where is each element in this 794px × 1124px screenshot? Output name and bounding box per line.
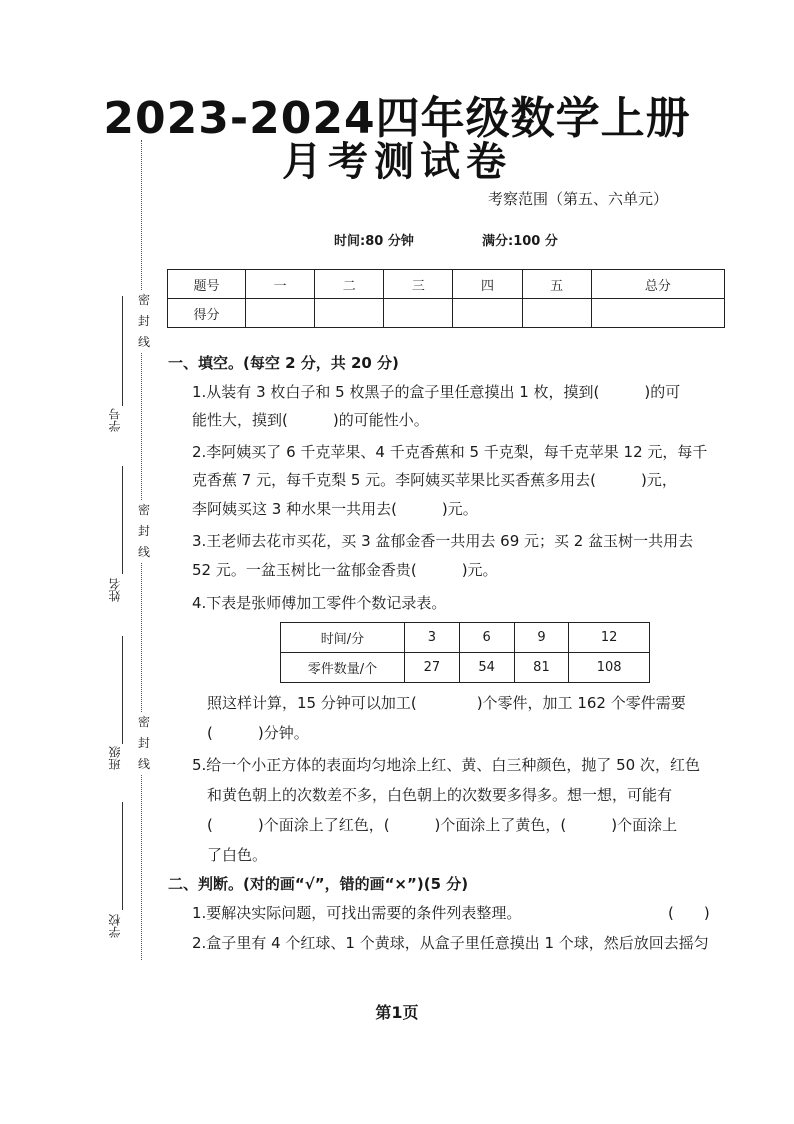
parts-cell: 9 bbox=[514, 623, 569, 653]
parts-cell: 时间/分 bbox=[281, 623, 405, 653]
q2-line1: 2.李阿姨买了 6 千克苹果、4 千克香蕉和 5 千克梨，每千克苹果 12 元，每千 bbox=[192, 443, 708, 461]
judge-q2: 2.盒子里有 4 个红球、1 个黄球，从盒子里任意摸出 1 个球，然后放回去摇匀 bbox=[192, 934, 709, 952]
seal-char: 封 bbox=[137, 314, 150, 328]
exam-full-score: 满分:100 分 bbox=[482, 234, 558, 249]
parts-cell: 12 bbox=[569, 623, 650, 653]
score-input-cell[interactable] bbox=[453, 299, 522, 328]
q2-line3: 李阿姨买这 3 种水果一共用去( )元。 bbox=[192, 500, 478, 518]
parts-cell: 108 bbox=[569, 653, 650, 683]
seal-group-3 bbox=[136, 712, 152, 775]
section2-heading: 二、判断。(对的画“√”，错的画“×”)(5 分) bbox=[168, 875, 469, 893]
school-label: 学校 bbox=[108, 914, 122, 938]
student-no-line[interactable] bbox=[122, 296, 123, 406]
score-cell: 三 bbox=[384, 270, 453, 299]
q4-line2: ( )分钟。 bbox=[207, 724, 309, 742]
seal-char: 线 bbox=[137, 335, 150, 349]
score-table-score-row bbox=[168, 299, 725, 328]
seal-char: 线 bbox=[137, 757, 150, 771]
q5-line1: 5.给一个小正方体的表面均匀地涂上红、黄、白三种颜色，抛了 50 次，红色 bbox=[192, 756, 700, 774]
judge-q1: 1.要解决实际问题，可找出需要的条件列表整理。 bbox=[192, 904, 522, 922]
score-input-cell[interactable] bbox=[246, 299, 315, 328]
seal-group-1 bbox=[136, 290, 152, 353]
score-input-cell[interactable] bbox=[315, 299, 384, 328]
seal-char: 封 bbox=[137, 524, 150, 538]
score-table bbox=[167, 269, 725, 328]
school-line[interactable] bbox=[122, 802, 123, 910]
q2-line2: 克香蕉 7 元，每千克梨 5 元。李阿姨买苹果比买香蕉多用去( )元， bbox=[192, 471, 677, 489]
q4-intro: 4.下表是张师傅加工零件个数记录表。 bbox=[192, 594, 447, 612]
section1-heading: 一、填空。(每空 2 分，共 20 分) bbox=[168, 354, 399, 372]
page-number: 第1页 bbox=[375, 1003, 419, 1022]
parts-count-row bbox=[281, 653, 650, 683]
q3-line2: 52 元。一盆玉树比一盆郁金香贵( )元。 bbox=[192, 561, 498, 579]
parts-record-table bbox=[280, 622, 650, 683]
score-cell: 五 bbox=[522, 270, 591, 299]
exam-time: 时间:80 分钟 bbox=[334, 234, 414, 249]
exam-title-line2: 月考测试卷 bbox=[282, 139, 512, 185]
judge-q1-answer-box[interactable]: ( ) bbox=[668, 904, 710, 922]
score-table-header-row bbox=[168, 270, 725, 299]
seal-char: 密 bbox=[137, 503, 150, 517]
score-cell: 四 bbox=[453, 270, 522, 299]
q5-line4: 了白色。 bbox=[207, 846, 268, 864]
name-label: 姓名 bbox=[108, 578, 122, 602]
name-line[interactable] bbox=[122, 466, 123, 574]
seal-char: 密 bbox=[137, 293, 150, 307]
q1-line1: 1.从装有 3 枚白子和 5 枚黑子的盒子里任意摸出 1 枚，摸到( )的可 bbox=[192, 383, 681, 401]
score-cell: 一 bbox=[246, 270, 315, 299]
class-label: 班级 bbox=[108, 746, 122, 770]
score-input-cell[interactable] bbox=[522, 299, 591, 328]
parts-cell: 3 bbox=[405, 623, 460, 653]
q5-line3: ( )个面涂上了红色，( )个面涂上了黄色，( )个面涂上 bbox=[207, 816, 678, 834]
score-input-cell[interactable] bbox=[591, 299, 724, 328]
score-cell: 题号 bbox=[168, 270, 246, 299]
exam-scope: 考察范围（第五、六单元） bbox=[488, 190, 669, 208]
score-cell: 得分 bbox=[168, 299, 246, 328]
seal-group-2 bbox=[136, 500, 152, 563]
q5-line2: 和黄色朝上的次数差不多，白色朝上的次数要多得多。想一想，可能有 bbox=[207, 786, 673, 804]
seal-char: 密 bbox=[137, 715, 150, 729]
parts-cell: 零件数量/个 bbox=[281, 653, 405, 683]
parts-cell: 54 bbox=[459, 653, 514, 683]
score-cell: 总分 bbox=[591, 270, 724, 299]
parts-cell: 27 bbox=[405, 653, 460, 683]
class-line[interactable] bbox=[122, 636, 123, 744]
student-no-label: 学号 bbox=[108, 408, 122, 432]
exam-title-line1: 2023-2024四年级数学上册 bbox=[103, 93, 691, 144]
parts-time-row bbox=[281, 623, 650, 653]
score-input-cell[interactable] bbox=[384, 299, 453, 328]
seal-char: 封 bbox=[137, 736, 150, 750]
score-cell: 二 bbox=[315, 270, 384, 299]
q4-line1: 照这样计算，15 分钟可以加工( )个零件，加工 162 个零件需要 bbox=[207, 694, 686, 712]
parts-cell: 81 bbox=[514, 653, 569, 683]
q1-line2: 能性大，摸到( )的可能性小。 bbox=[192, 411, 429, 429]
seal-char: 线 bbox=[137, 545, 150, 559]
q3-line1: 3.王老师去花市买花，买 3 盆郁金香一共用去 69 元；买 2 盆玉树一共用去 bbox=[192, 532, 694, 550]
parts-cell: 6 bbox=[459, 623, 514, 653]
